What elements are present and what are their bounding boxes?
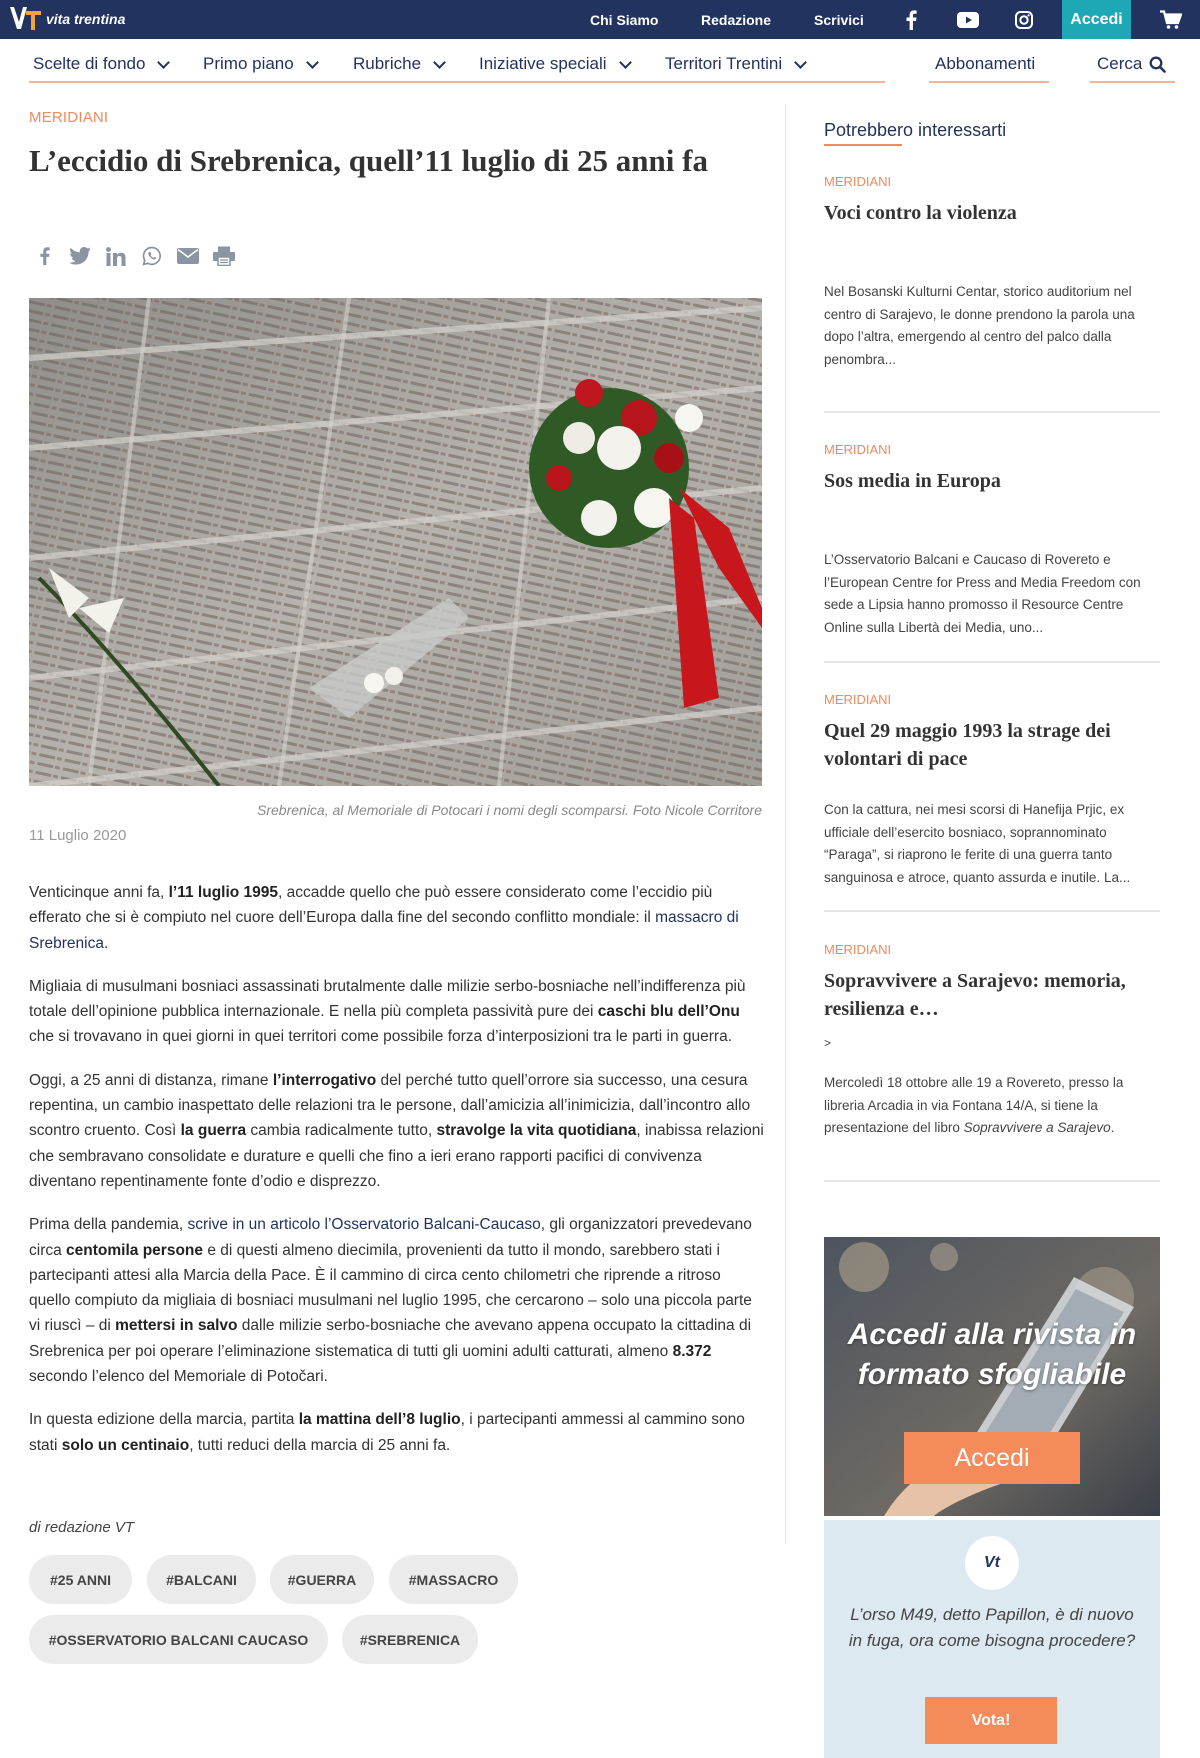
vt-logo-icon <box>8 5 42 33</box>
article-paragraph-5 <box>29 1407 764 1458</box>
sidebar-card[interactable] <box>824 692 1160 892</box>
nav-iniziative-speciali[interactable] <box>479 54 630 74</box>
text: Migliaia di musulmani bosniaci assassinati brutalmente dalle milizie serbo-bosniache nell’indifferenza più totale dell’opinione pubblica internazionale. E nella più completa passività pure dei <box>29 977 746 1021</box>
share-bar <box>33 244 235 268</box>
card-extra: > <box>824 1036 832 1050</box>
tag-osservatorio-balcani-caucaso[interactable]: #OSSERVATORIO BALCANI CAUCASO <box>29 1615 328 1664</box>
nav-rubriche[interactable] <box>353 54 444 74</box>
bold-text: mettersi in salvo <box>115 1317 238 1335</box>
nav-label: Rubriche <box>353 54 422 73</box>
share-whatsapp-icon[interactable] <box>141 244 163 268</box>
memorial-photo-image <box>29 298 762 786</box>
article-paragraph-3 <box>29 1068 764 1194</box>
column-divider <box>785 104 786 1544</box>
text: cambia radicalmente tutto, <box>246 1122 437 1140</box>
text: del perché tutto quell’orrore sia successo, una cesura repentina, un cambio inaspettato delle relazioni tra le persone, dall’amicizia all’inimicizia, dall’incontro allo scontro cruento. Così <box>29 1071 751 1140</box>
text: , gli organizzatori prevedevano circa <box>29 1216 752 1259</box>
sidebar-separator <box>824 1180 1160 1182</box>
bold-text: 8.372 <box>672 1342 712 1360</box>
tag-guerra[interactable]: #GUERRA <box>270 1555 374 1604</box>
cerca-label: Cerca <box>1097 54 1143 73</box>
sidebar-card[interactable] <box>824 442 1160 642</box>
cerca-underline <box>1090 81 1175 83</box>
text: Venticinque anni fa, <box>29 884 169 901</box>
card-title[interactable]: Sopravvivere a Sarajevo: memoria, resilienza e… <box>824 970 1126 1020</box>
card-kicker: MERIDIANI <box>824 442 892 457</box>
text: Oggi, a 25 anni di distanza, rimane <box>29 1071 273 1089</box>
sidebar-card[interactable] <box>824 942 1160 1142</box>
poll-widget <box>824 1520 1160 1758</box>
share-linkedin-icon[interactable] <box>105 244 127 268</box>
card-excerpt <box>824 1072 1160 1140</box>
bold-text: l’11 luglio 1995 <box>168 884 279 901</box>
text: , inabissa relazioni che sembravano consolidate e durature e quelli che fino a ieri erano rapporti pacifici di convivenza diventano repentinamente fonte d’odio e disprezzo. <box>29 1122 764 1190</box>
article-kicker[interactable]: MERIDIANI <box>29 109 109 126</box>
bold-text: l’interrogativo <box>272 1071 377 1089</box>
card-excerpt: Con la cattura, nei mesi scorsi di Hanefija Prjic, ex ufficiale dell’esercito bosniaco, soprannominato “Paraga”, si riaprono le ferite di una guerra tanto sanguinosa e atroce, quanto assurda e inutile. La... <box>824 802 1131 885</box>
site-logo[interactable] <box>8 5 125 33</box>
tag-25-anni[interactable]: #25 ANNI <box>29 1555 132 1604</box>
sidebar-separator <box>824 910 1160 912</box>
bold-text: la guerra <box>180 1122 247 1140</box>
search-icon <box>1149 56 1166 73</box>
text: , accadde quello che può essere considerato come l’eccidio più efferato che si è compiuto nel cuore dell’Europa dalla fine del secondo conflitto mondiale: il <box>29 884 713 927</box>
text: , tutti reduci della marcia di 25 anni fa. <box>189 1436 451 1454</box>
card-kicker: MERIDIANI <box>824 692 892 707</box>
chevron-down-icon <box>158 56 171 69</box>
card-title[interactable]: Sos media in Europa <box>824 470 1001 492</box>
nav-chi-siamo[interactable]: Chi Siamo <box>590 12 659 28</box>
nav-label: Scelte di fondo <box>33 54 146 73</box>
sidebar-title: Potrebbero interessarti <box>824 120 1007 140</box>
srebrenica-link[interactable]: massacro di Srebrenica <box>29 909 739 952</box>
nav-abbonamenti[interactable]: Abbonamenti <box>935 54 1036 73</box>
card-excerpt: Nel Bosanski Kulturni Centar, storico auditorium nel centro di Sarajevo, le donne prendono la parola una dopo l’altra, emergendo al centro del palco dalla penombra... <box>824 284 1135 367</box>
article-photo <box>29 298 762 786</box>
share-twitter-icon[interactable] <box>69 244 91 268</box>
sidebar-title-underline <box>824 144 902 146</box>
article-paragraph-2 <box>29 974 764 1050</box>
book-title: Sopravvivere a Sarajevo <box>963 1120 1111 1135</box>
nav-underline <box>29 81 885 83</box>
article-body <box>29 880 764 1476</box>
text: , i partecipanti ammessi al cammino sono stati <box>29 1411 745 1454</box>
magazine-promo[interactable] <box>824 1237 1160 1516</box>
nav-redazione[interactable]: Redazione <box>701 12 772 28</box>
tag-srebrenica[interactable]: #SREBRENICA <box>342 1615 478 1664</box>
nav-territori-trentini[interactable] <box>665 54 805 74</box>
sidebar-separator <box>824 411 1160 413</box>
text: . <box>103 934 109 952</box>
chevron-down-icon <box>433 56 446 69</box>
share-facebook-icon[interactable] <box>33 244 55 268</box>
print-icon[interactable] <box>213 244 235 268</box>
bold-text: caschi blu dell’Onu <box>597 1003 740 1021</box>
photo-caption: Srebrenica, al Memoriale di Potocari i nomi degli scomparsi. Foto Nicole Corritore <box>257 802 762 818</box>
chevron-down-icon <box>794 56 807 69</box>
article-paragraph-4 <box>29 1212 764 1389</box>
card-title[interactable]: Voci contro la violenza <box>824 202 1017 224</box>
text: Prima della pandemia, <box>29 1216 188 1234</box>
logo-text: vita trentina <box>46 11 126 27</box>
promo-accedi-button[interactable]: Accedi <box>904 1432 1080 1484</box>
nav-scelte-di-fondo[interactable] <box>33 54 168 74</box>
vote-button[interactable]: Vota! <box>925 1697 1057 1744</box>
excerpt-text: Mercoledì 18 ottobre alle 19 a Rovereto, presso la libreria Arcadia in via Fontana 14/A, si tiene la presentazione del libro <box>824 1075 1124 1135</box>
text: secondo l’elenco del Memoriale di Potočari. <box>29 1368 328 1386</box>
nav-label: Iniziative speciali <box>479 54 607 73</box>
article-paragraph-1 <box>29 880 764 956</box>
text: che si trovavano in quei giorni in quei territori come possibile forza d’interposizioni tra le parti in guerra. <box>29 1028 733 1046</box>
share-email-icon[interactable] <box>177 244 199 268</box>
tag-massacro[interactable]: #MASSACRO <box>389 1555 518 1604</box>
bold-text: stravolge la vita quotidiana <box>436 1122 637 1140</box>
youtube-icon[interactable] <box>957 9 979 31</box>
article-date: 11 Luglio 2020 <box>29 827 127 844</box>
chevron-down-icon <box>619 56 632 69</box>
accedi-button[interactable]: Accedi <box>1062 0 1131 39</box>
text: In questa edizione della marcia, partita <box>29 1411 299 1429</box>
text: dalle milizie serbo-bosniache che avevano appena occupato la cittadina di Srebrenica per poi operare l’eliminazione sistematica di tutti gli uomini adulti catturati, almeno <box>29 1317 752 1360</box>
sidebar-card[interactable] <box>824 174 1160 374</box>
facebook-icon[interactable] <box>900 9 922 31</box>
chevron-down-icon <box>306 56 319 69</box>
nav-label: Territori Trentini <box>665 54 783 73</box>
card-excerpt: L’Osservatorio Balcani e Caucaso di Rovereto e l’European Centre for Press and Media Freedom con sede a Lipsia hanno promosso il Resource Centre Online sulla Libertà dei Media, uno... <box>824 552 1141 635</box>
poll-question: L’orso M49, detto Papillon, è di nuovo in fuga, ora come bisogna procedere? <box>848 1605 1136 1650</box>
nav-primo-piano[interactable] <box>203 54 317 74</box>
tag-balcani[interactable]: #BALCANI <box>147 1555 256 1604</box>
article-byline: di redazione VT <box>29 1519 135 1536</box>
vt-logo-badge: Vt <box>965 1536 1019 1590</box>
promo-text: Accedi alla rivista in formato sfogliabile <box>847 1318 1137 1391</box>
top-bar <box>0 0 1200 39</box>
instagram-icon[interactable] <box>1013 9 1035 31</box>
bold-text: la mattina dell’8 luglio <box>298 1411 461 1429</box>
nav-scrivici[interactable]: Scrivici <box>814 12 864 28</box>
nav-cerca[interactable] <box>1097 54 1166 74</box>
nav-label: Primo piano <box>203 54 294 73</box>
bold-text: centomila persone <box>66 1241 204 1259</box>
sidebar-separator <box>824 661 1160 663</box>
text: e di questi almeno diecimila, provenienti da tutto il mondo, sarebbero stati i partecipanti attesi alla Marcia della Pace. È il cammino di circa cento chilometri che riprende a ritroso quello compiuto da migliaia di bosniaci musulmani nel luglio 1995, che cercarono – solo una piccola parte vi riuscì – di <box>29 1241 752 1335</box>
cart-icon[interactable] <box>1160 9 1182 31</box>
card-title[interactable]: Quel 29 maggio 1993 la strage dei volontari di pace <box>824 720 1111 770</box>
abbonamenti-underline <box>929 81 1049 83</box>
card-kicker: MERIDIANI <box>824 942 892 957</box>
osservatorio-link[interactable]: scrive in un articolo l’Osservatorio Balcani-Caucaso <box>187 1216 541 1234</box>
bold-text: solo un centinaio <box>61 1436 190 1454</box>
article-title: L’eccidio di Srebrenica, quell’11 luglio di 25 anni fa <box>29 143 708 178</box>
excerpt-text: . <box>1110 1120 1115 1135</box>
card-kicker: MERIDIANI <box>824 174 892 189</box>
